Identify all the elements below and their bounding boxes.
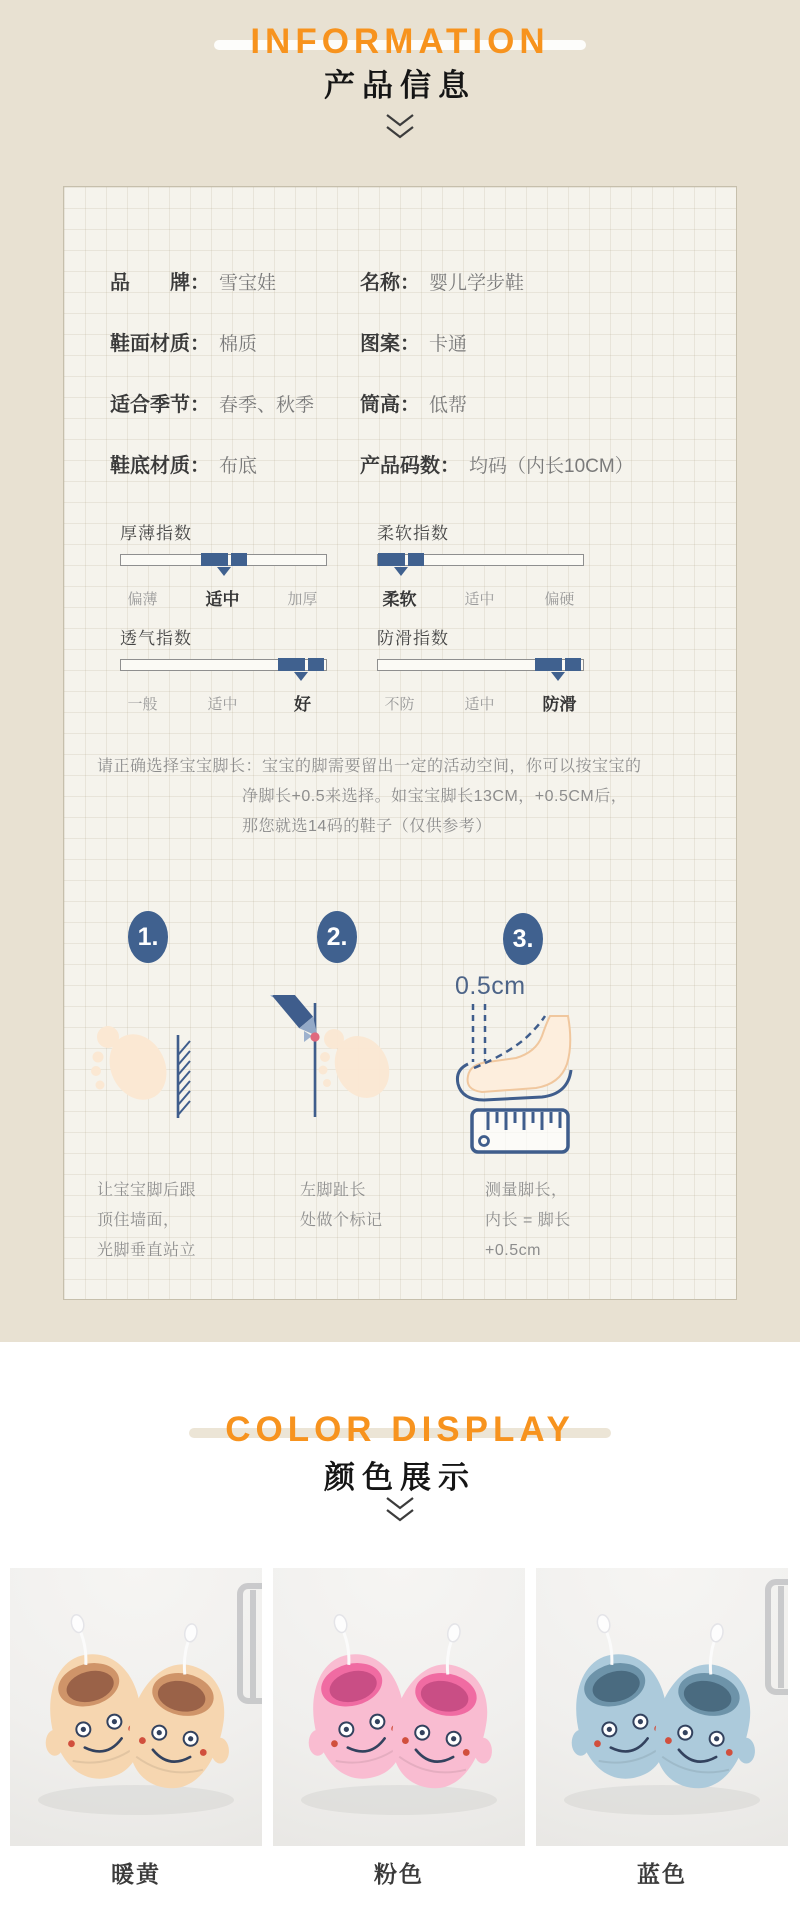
color-name-label: 暖黄 — [111, 1861, 161, 1887]
note-line: 净脚长+0.5来选择。如宝宝脚长13CM，+0.5CM后， — [242, 788, 628, 805]
ruler-icon — [472, 1110, 568, 1152]
slider-option-label: 适中 — [205, 590, 240, 609]
slider-arrow-icon — [551, 672, 565, 681]
product-photo-pink — [273, 1568, 525, 1846]
step-number-badge: 1. — [128, 911, 168, 963]
slider-option-label: 适中 — [464, 591, 495, 608]
step3-annotation: 0.5cm — [455, 972, 526, 1000]
color-photos-row — [10, 1568, 790, 1846]
attribute-label: 筒高： — [360, 394, 420, 416]
slider-option-label: 加厚 — [287, 591, 318, 608]
attribute-row — [110, 331, 730, 357]
slider-option-label: 好 — [293, 695, 311, 714]
attribute-value: 低帮 — [429, 395, 468, 416]
shoe-pair-illustration — [536, 1568, 788, 1846]
attribute-row — [110, 453, 730, 479]
slider-fill — [201, 553, 247, 566]
gap-dashes-icon — [473, 1004, 485, 1062]
slider-track — [120, 659, 327, 671]
slider-option-label: 柔软 — [382, 590, 417, 609]
foot-against-wall-illustration — [90, 1015, 215, 1130]
attribute-value: 布底 — [219, 456, 258, 477]
slider-option-label: 防滑 — [542, 695, 577, 714]
slider-option-label: 适中 — [464, 696, 495, 713]
index-slider-breathability — [120, 624, 325, 716]
foot-icon — [457, 1016, 571, 1100]
slider-fill — [378, 553, 424, 566]
footprint-icon — [91, 1025, 177, 1110]
size-selection-note — [97, 752, 657, 842]
attribute-label: 鞋底材质： — [110, 455, 210, 477]
product-photo-warm-yellow — [10, 1568, 262, 1846]
chevron-down-icon — [380, 1495, 420, 1527]
attribute-label: 名称： — [360, 272, 420, 294]
color-name-label: 粉色 — [374, 1861, 424, 1887]
information-title-text: INFORMATION — [250, 22, 550, 61]
slider-track — [377, 659, 584, 671]
basket-decor — [240, 1586, 262, 1701]
slider-option-label: 偏硬 — [544, 591, 575, 608]
step-caption: 让宝宝脚后跟 顶住墙面， 光脚垂直站立 — [97, 1182, 197, 1259]
slider-option-label: 不防 — [384, 696, 415, 713]
attribute-value: 雪宝娃 — [219, 273, 277, 294]
slider-option-label: 偏薄 — [127, 591, 158, 608]
chevron-down-icon — [380, 112, 420, 144]
marking-toe-illustration — [222, 995, 412, 1130]
information-title-cn: 产品信息 — [324, 68, 476, 103]
color-display-title-cn: 颜色展示 — [324, 1460, 476, 1495]
shoe-pair-illustration — [10, 1568, 262, 1846]
step-number-badge: 2. — [317, 911, 357, 963]
step-number-badge: 3. — [503, 913, 543, 965]
attribute-label: 图案： — [360, 333, 420, 355]
slider-title: 厚薄指数 — [120, 524, 192, 543]
attribute-value: 春季、秋季 — [219, 395, 315, 416]
attribute-label: 品 牌： — [110, 272, 210, 294]
measure-foot-illustration — [452, 1000, 587, 1160]
color-display-header — [0, 1412, 800, 1447]
slider-title: 透气指数 — [120, 629, 192, 648]
mark-dot-icon — [310, 1032, 319, 1041]
note-line: 请正确选择宝宝脚长：宝宝的脚需要留出一定的活动空间，你可以按宝宝的 — [97, 758, 642, 775]
basket-decor — [768, 1582, 788, 1692]
attribute-row — [110, 270, 730, 296]
step-caption: 测量脚长， 内长 = 脚长 +0.5cm — [485, 1182, 571, 1259]
slider-title: 防滑指数 — [377, 629, 449, 648]
slider-option-label: 适中 — [207, 696, 238, 713]
slider-track — [120, 554, 327, 566]
color-name-label: 蓝色 — [637, 1861, 687, 1887]
attribute-label: 适合季节： — [110, 394, 210, 416]
slider-arrow-icon — [394, 567, 408, 576]
note-line: 那您就选14码的鞋子（仅供参考） — [242, 818, 492, 835]
slider-fill — [535, 658, 581, 671]
color-display-title-en — [219, 1412, 581, 1447]
attribute-value: 棉质 — [219, 334, 258, 355]
index-slider-antislip — [377, 624, 582, 716]
attribute-value: 卡通 — [429, 334, 468, 355]
information-title-en — [244, 24, 555, 59]
attribute-value: 婴儿学步鞋 — [429, 273, 525, 294]
slider-arrow-icon — [294, 672, 308, 681]
slider-title: 柔软指数 — [377, 524, 449, 543]
slider-fill — [278, 658, 324, 671]
slider-option-label: 一般 — [127, 696, 158, 713]
slider-arrow-icon — [217, 567, 231, 576]
index-slider-thickness — [120, 519, 325, 611]
attribute-row — [110, 392, 730, 418]
product-photo-blue — [536, 1568, 788, 1846]
step-caption: 左脚趾长 处做个标记 — [300, 1182, 383, 1229]
attribute-value: 均码（内长10CM） — [469, 456, 634, 477]
attribute-label: 产品码数： — [360, 455, 460, 477]
slider-track — [377, 554, 584, 566]
attribute-label: 鞋面材质： — [110, 333, 210, 355]
shoe-pair-illustration — [273, 1568, 525, 1846]
color-name-row — [10, 1856, 790, 1889]
information-header — [0, 24, 800, 59]
wall-icon — [178, 1035, 190, 1118]
color-display-title-text: COLOR DISPLAY — [225, 1410, 575, 1449]
footprint-icon — [319, 1027, 400, 1107]
index-slider-softness — [377, 519, 582, 611]
